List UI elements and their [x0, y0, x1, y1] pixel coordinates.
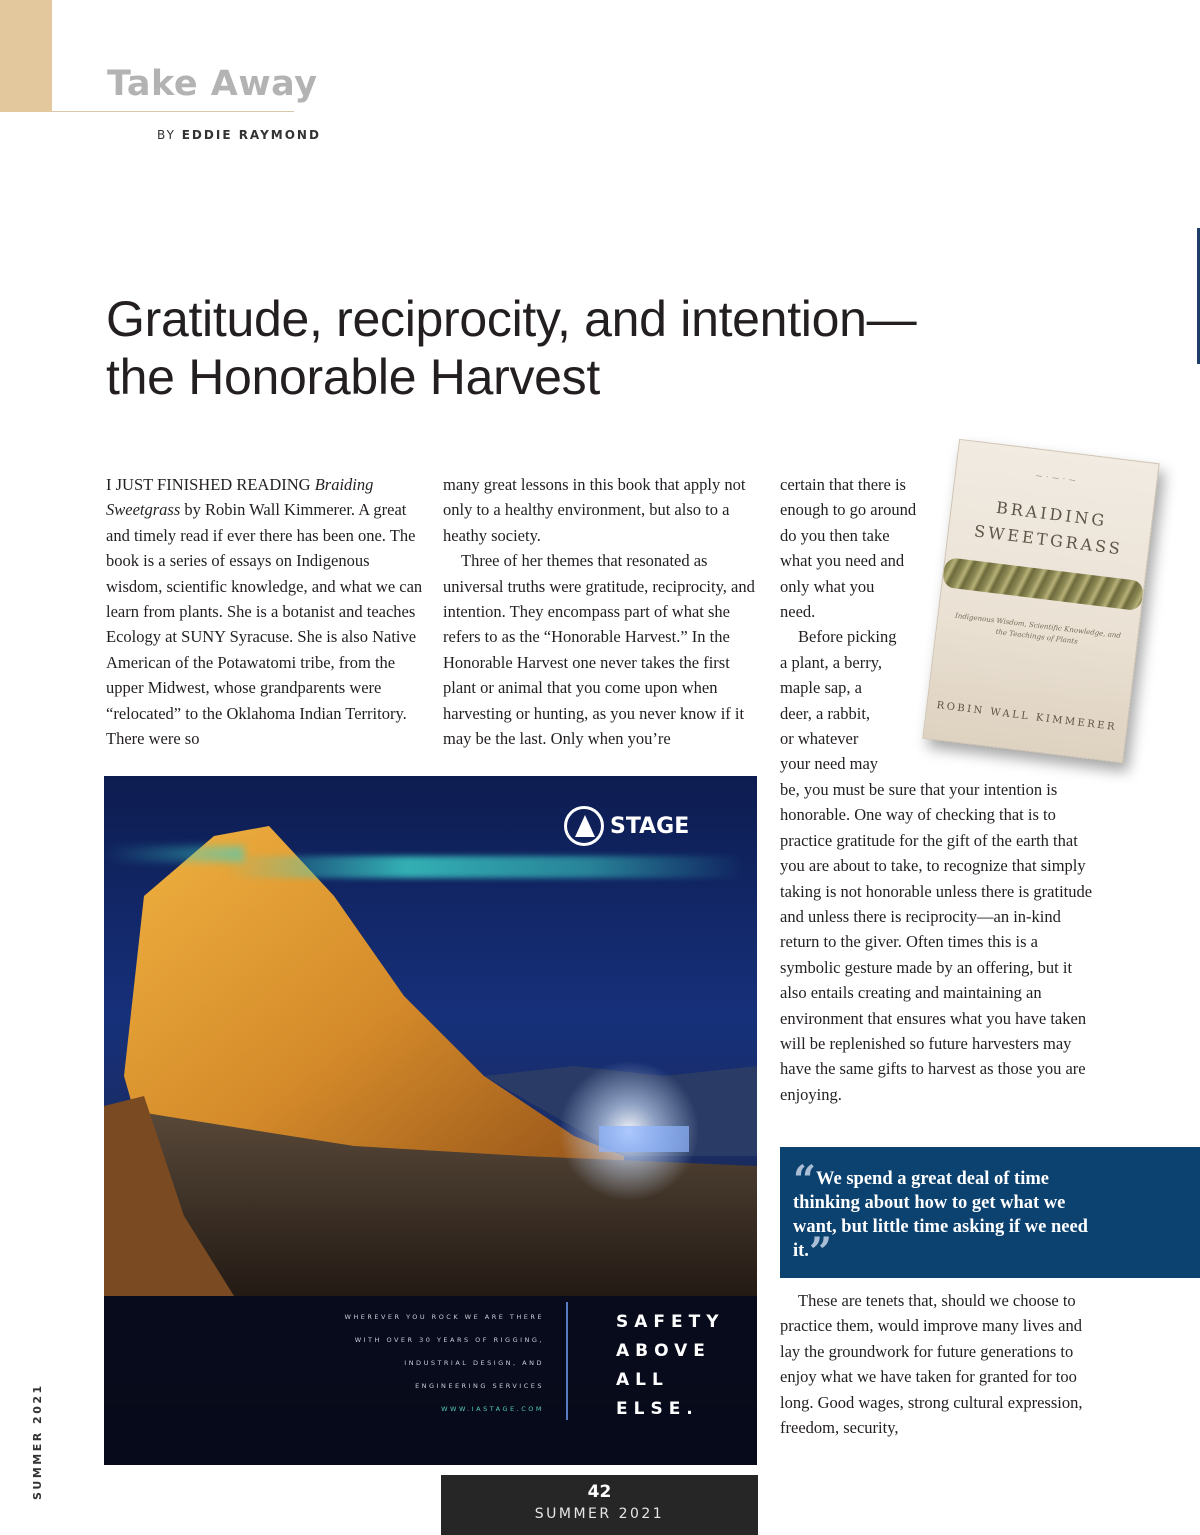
- slogan-line: ELSE.: [616, 1399, 699, 1419]
- book-title-inline: Braiding Sweetgrass: [106, 475, 374, 520]
- aurora-light: [224, 856, 744, 878]
- wrap-line: certain that there is: [780, 475, 906, 494]
- wrap-line: do you then take: [780, 525, 890, 545]
- book-cover-title-line-1: BRAIDING: [995, 497, 1109, 531]
- book-cover-author: ROBIN WALL KIMMERER: [936, 700, 1118, 734]
- stage: [599, 1126, 689, 1152]
- article-headline: [106, 290, 1006, 406]
- wrap-line: what you need and: [780, 551, 905, 571]
- byline: [157, 128, 321, 142]
- book-cover-topline: — · — · —: [1035, 471, 1077, 485]
- ad-tagline-text: WHEREVER YOU ROCK WE ARE THERE WITH OVER 30 YEARS OF RIGGING, INDUSTRIAL DESIGN, AND ENGINEERING SERVICES: [344, 1313, 544, 1390]
- stage-logo-text: STAGE: [610, 813, 690, 839]
- book-cover-title: [948, 490, 1153, 566]
- article-column-1: [106, 472, 424, 751]
- close-quote-icon: ”: [808, 1229, 832, 1276]
- article-column-3-continued: [780, 1288, 1100, 1440]
- byline-prefix: BY: [157, 128, 176, 142]
- open-quote-icon: “: [793, 1157, 817, 1204]
- book-cover-title-line-2: SWEETGRASS: [973, 521, 1124, 559]
- wrap-line: deer, a rabbit,: [780, 703, 871, 723]
- aurora-light: [104, 846, 244, 862]
- sweetgrass-braid-image: [942, 557, 1144, 611]
- paragraph-1: [106, 472, 424, 751]
- ad-divider: [566, 1302, 568, 1420]
- section-tab-accent: [0, 0, 52, 112]
- wrap-line: a plant, a berry,: [780, 652, 883, 672]
- paragraph-2: Three of her themes that resonated as universal truths were gratitude, reciprocity, and intention. They encompass part of what she refers to as the “Honorable Harvest.” In the Honorable Harvest one never takes the first plant or animal that you come upon when harvesting or hunting, as you never know if it may be the last. Only when you’re: [443, 551, 755, 749]
- stage-logo-icon: [564, 806, 604, 846]
- stage-logo: [564, 806, 689, 846]
- side-folio: SUMMER 2021: [31, 1383, 44, 1500]
- footer-issue: SUMMER 2021: [534, 1506, 665, 1522]
- page-number: 42: [587, 1482, 612, 1502]
- byline-author: EDDIE RAYMOND: [181, 128, 321, 142]
- headline-line-1: Gratitude, reciprocity, and intention—: [106, 291, 917, 347]
- wrap-line: or whatever: [780, 729, 859, 749]
- book-cover-image: [922, 439, 1159, 763]
- ad-tagline: [254, 1306, 544, 1421]
- page-footer: [441, 1475, 758, 1535]
- wrap-line: maple sap, a: [780, 678, 863, 698]
- paragraph-1-continued: many great lessons in this book that apply not only to a healthy environment, but also to a heathy society.: [443, 475, 746, 545]
- slogan-line: ALL: [616, 1370, 669, 1390]
- wrap-line: need.: [780, 602, 816, 622]
- pull-quote: [780, 1147, 1200, 1278]
- ad-url: WWW.IASTAGE.COM: [441, 1405, 544, 1413]
- pull-quote-body: We spend a great deal of time thinking about how to get what we want, but little time asking if we need it.: [793, 1169, 1088, 1261]
- wrap-line: enough to go around: [780, 500, 917, 520]
- wrap-line: only what you: [780, 576, 875, 596]
- ad-slogan: [616, 1308, 725, 1424]
- paragraph-1-lead: I JUST FINISHED READING: [106, 475, 315, 494]
- slogan-line: SAFETY: [616, 1312, 725, 1332]
- wrap-line: your need may: [780, 754, 879, 774]
- slogan-line: ABOVE: [616, 1341, 711, 1361]
- paragraph-1-text: by Robin Wall Kimmerer. A great and timely read if ever there has been one. The book is a series of essays on Indigenous wisdom, scientific knowledge, and what we can learn from plants. She is a botanist and teaches Ecology at SUNY Syracuse. She is also Native American of the Potawatomi tribe, from the upper Midwest, whose grandparents were “relocated” to the Oklahoma Indian Territory. There were so: [106, 500, 423, 749]
- paragraph-4: These are tenets that, should we choose to practice them, would improve many lives and lay the groundwork for future generations to enjoy what we have taken for granted for too long. Good wages, strong cultural expression, freedom, security,: [780, 1291, 1083, 1438]
- book-cover-subtitle: Indigenous Wisdom, Scientific Knowledge, and the Teachings of Plants: [954, 611, 1122, 646]
- section-title: Take Away: [107, 64, 318, 104]
- wrap-line: Before picking: [798, 627, 897, 647]
- section-rule: [52, 111, 294, 112]
- article-column-2: [443, 472, 761, 751]
- advertisement: [104, 776, 757, 1465]
- headline-line-2: the Honorable Harvest: [106, 349, 600, 405]
- paragraph-3: be, you must be sure that your intention is honorable. One way of checking that is to practice gratitude for the gift of the earth that you are about to take, to recognize that simply taking is not honorable unless there is gratitude and unless there is reciprocity—an in-kind return to the giver. Often times this is a symbolic gesture made by an offering, but it also entails creating and maintaining an environment that ensures what you have taken will be replenished so future harvesters may have the same gifts to harvest as those you are enjoying.: [780, 779, 1093, 1104]
- pull-quote-text: [793, 1157, 1093, 1276]
